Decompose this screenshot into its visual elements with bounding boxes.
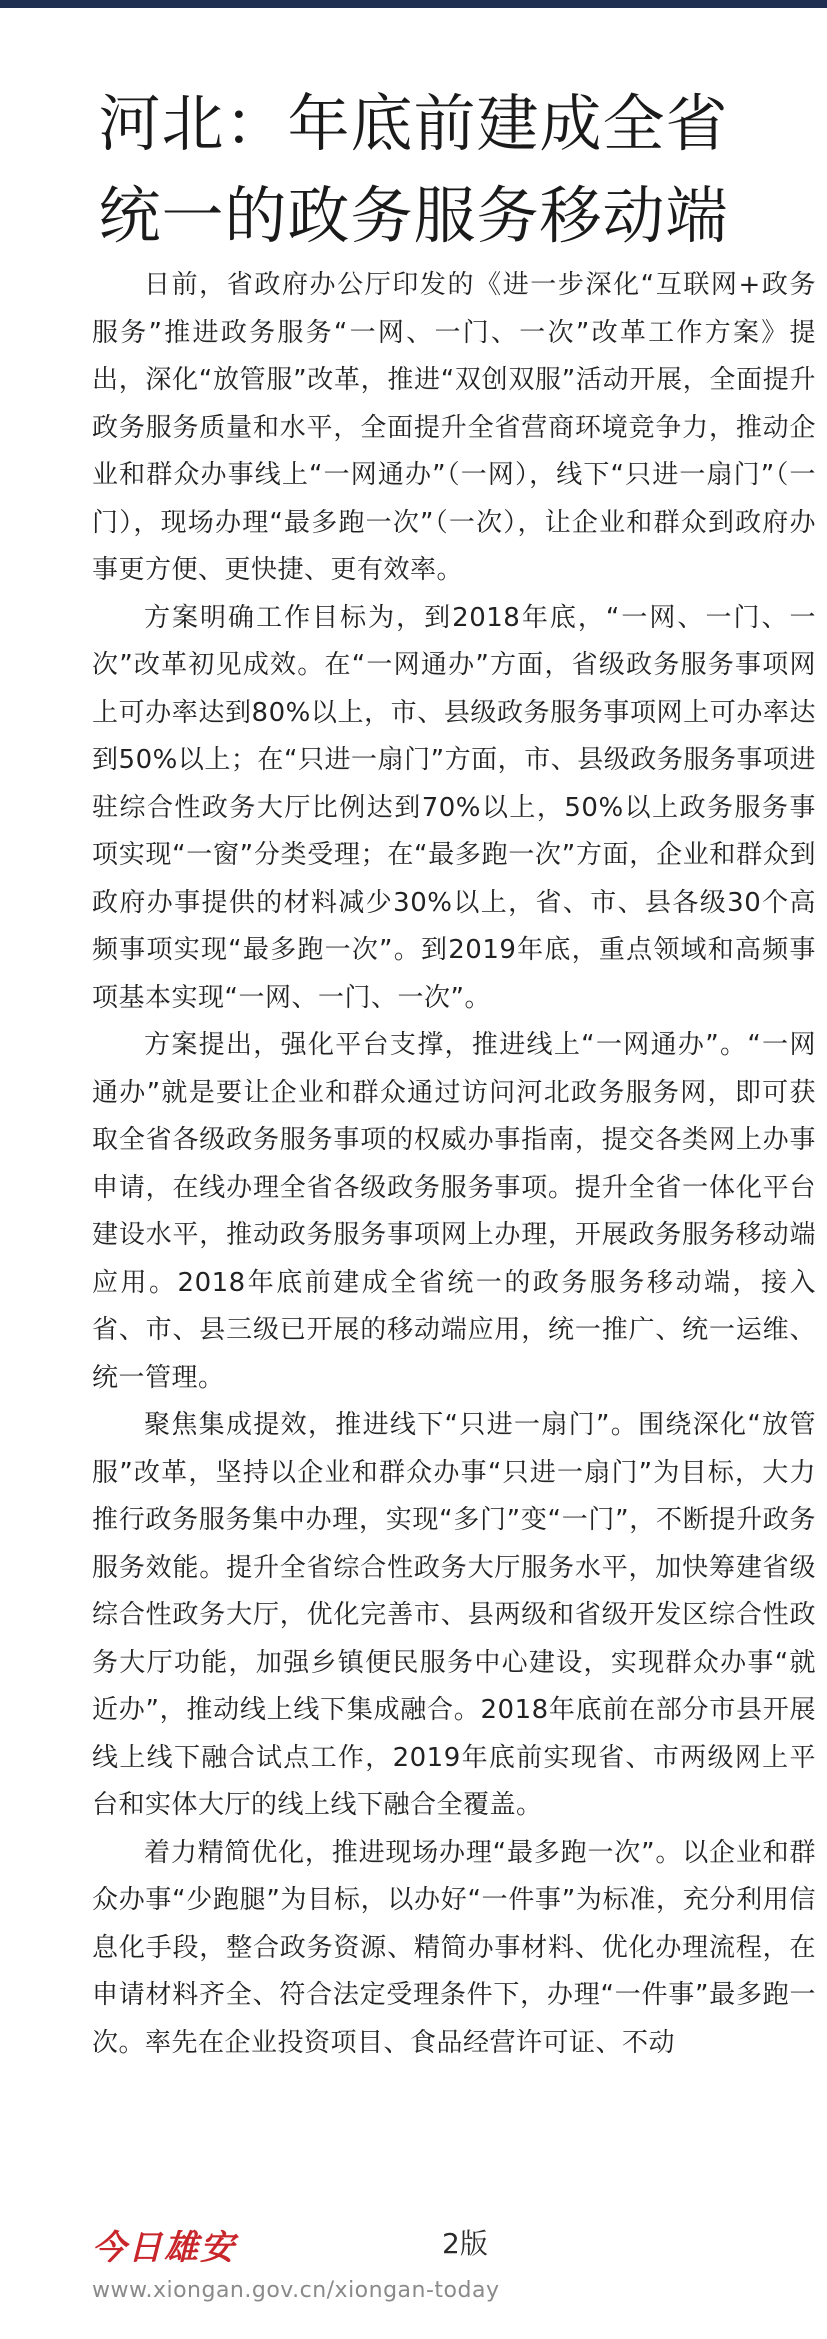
page-number: 2版 bbox=[442, 2227, 488, 2260]
article-paragraph: 方案提出，强化平台支撑，推进线上“一网通办”。“一网通办”就是要让企业和群众通过访问河北政务服务网，即可获取全省各级政务服务事项的权威办事指南，提交各类网上办事申请，在线办理全省各级政务服务事项。提升全省一体化平台建设水平，推动政务服务事项网上办理，开展政务服务移动端应用。2018年底前建成全省统一的政务服务移动端，接入省、市、县三级已开展的移动端应用，统一推广、统一运维、统一管理。 bbox=[92, 1030, 816, 1393]
top-accent-bar bbox=[0, 0, 827, 8]
headline-line-2: 统一的政务服务移动端 bbox=[98, 179, 729, 252]
brand-logo: 今日雄安 bbox=[92, 2228, 236, 2268]
article-paragraph: 着力精简优化，推进现场办理“最多跑一次”。以企业和群众办事“少跑腿”为目标，以办好“一件事”为标准，充分利用信息化手段，整合政务资源、精简办事材料、优化办理流程，在申请材料齐全、符合法定受理条件下，办理“一件事”最多跑一次。率先在企业投资项目、食品经营许可证、不动 bbox=[92, 1837, 816, 2058]
headline-line-1: 河北：年底前建成全省 bbox=[98, 87, 729, 160]
article-body bbox=[92, 262, 816, 2067]
article-paragraph: 日前，省政府办公厅印发的《进一步深化“互联网+政务服务”推进政务服务“一网、一门、一次”改革工作方案》提出，深化“放管服”改革，推进“双创双服”活动开展，全面提升政务服务质量和水平，全面提升全省营商环境竞争力，推动企业和群众办事线上“一网通办”（一网），线下“只进一扇门”（一门），现场办理“最多跑一次”（一次），让企业和群众到政府办事更方便、更快捷、更有效率。 bbox=[92, 270, 816, 585]
article-paragraph: 方案明确工作目标为，到2018年底，“一网、一门、一次”改革初见成效。在“一网通办”方面，省级政务服务事项网上可办率达到80%以上，市、县级政务服务事项网上可办率达到50%以上；在“只进一扇门”方面，市、县级政务服务事项进驻综合性政务大厅比例达到70%以上，50%以上政务服务事项实现“一窗”分类受理；在“最多跑一次”方面，企业和群众到政府办事提供的材料减少30%以上，省、市、县各级30个高频事项实现“最多跑一次”。到2019年底，重点领域和高频事项基本实现“一网、一门、一次”。 bbox=[92, 602, 816, 1013]
headline bbox=[40, 78, 787, 262]
article-paragraph: 聚焦集成提效，推进线下“只进一扇门”。围绕深化“放管服”改革，坚持以企业和群众办事“只进一扇门”为目标，大力推行政务服务集中办理，实现“多门”变“一门”，不断提升政务服务效能。提升全省综合性政务大厅服务水平，加快筹建省级综合性政务大厅，优化完善市、县两级和省级开发区综合性政务大厅功能，加强乡镇便民服务中心建设，实现群众办事“就近办”，推动线上线下集成融合。2018年底前在部分市县开展线上线下融合试点工作，2019年底前实现省、市两级网上平台和实体大厅的线上线下融合全覆盖。 bbox=[92, 1410, 816, 1820]
footer-url: www.xiongan.gov.cn/xiongan-today bbox=[92, 2278, 500, 2303]
